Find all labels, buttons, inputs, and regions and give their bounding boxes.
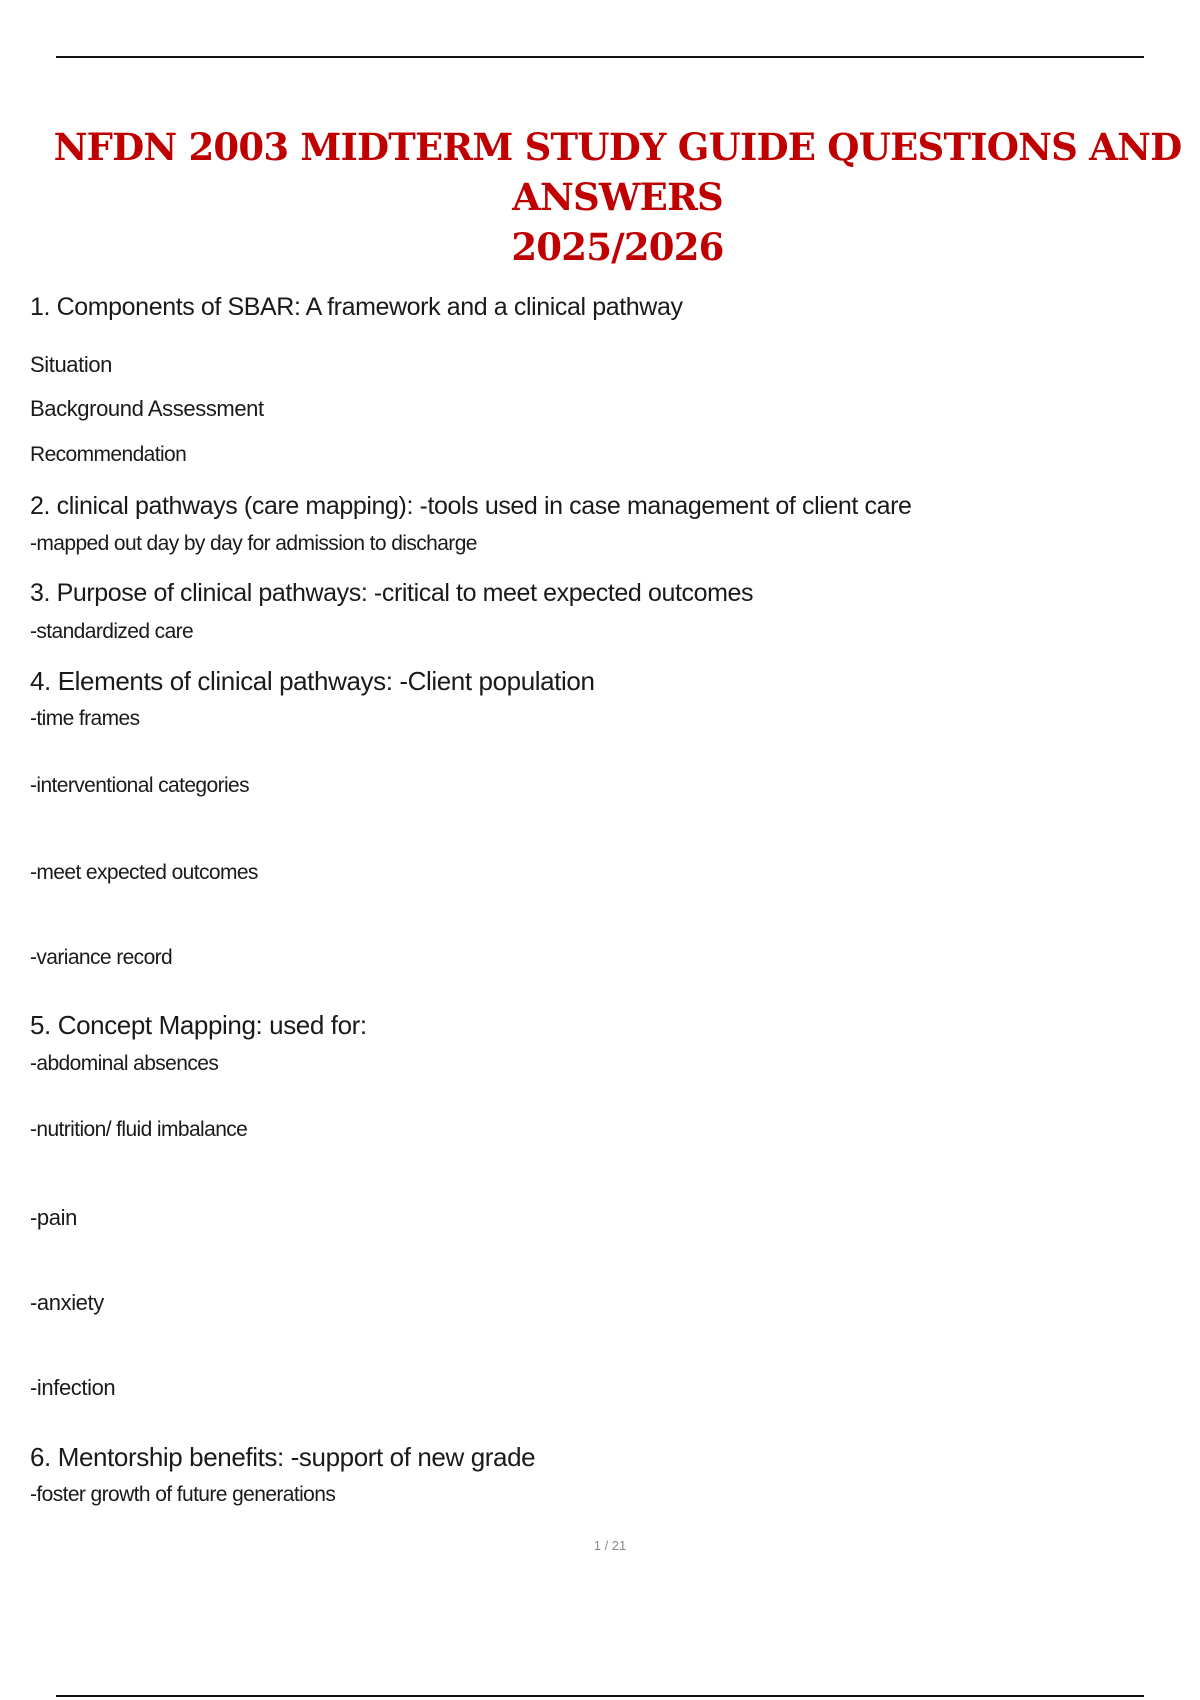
question-2: 2. clinical pathways (care mapping): -tools used in case management of client care — [30, 492, 912, 520]
answer-5-2: -nutrition/ fluid imbalance — [30, 1118, 248, 1141]
answer-3-1: -standardized care — [30, 620, 194, 643]
answer-4-3: -meet expected outcomes — [30, 861, 258, 884]
answer-5-1: -abdominal absences — [30, 1052, 219, 1075]
answer-1-2: Background Assessment — [30, 396, 264, 421]
bottom-rule — [56, 1695, 1144, 1697]
answer-5-3: -pain — [30, 1205, 77, 1230]
document-title — [40, 122, 1195, 272]
answer-5-5: -infection — [30, 1375, 116, 1400]
page-number: 1 / 21 — [593, 1538, 627, 1553]
answer-1-3: Recommendation — [30, 443, 187, 466]
answer-1-1: Situation — [30, 352, 113, 377]
question-6: 6. Mentorship benefits: -support of new grade — [30, 1442, 536, 1472]
question-3: 3. Purpose of clinical pathways: -critical to meet expected outcomes — [30, 579, 754, 607]
question-1: 1. Components of SBAR: A framework and a clinical pathway — [30, 293, 683, 321]
answer-4-1: -time frames — [30, 707, 140, 730]
answer-4-2: -interventional categories — [30, 774, 250, 797]
top-rule — [56, 56, 1144, 58]
question-4: 4. Elements of clinical pathways: -Client population — [30, 666, 595, 696]
answer-4-4: -variance record — [30, 946, 173, 969]
title-line-2: 2025/2026 — [511, 225, 724, 269]
question-5: 5. Concept Mapping: used for: — [30, 1010, 367, 1040]
answer-5-4: -anxiety — [30, 1290, 104, 1315]
answer-6-1: -foster growth of future generations — [30, 1483, 336, 1506]
answer-2-1: -mapped out day by day for admission to discharge — [30, 532, 477, 555]
title-line-1: NFDN 2003 MIDTERM STUDY GUIDE QUESTIONS AND ANSWERS — [53, 125, 1182, 219]
